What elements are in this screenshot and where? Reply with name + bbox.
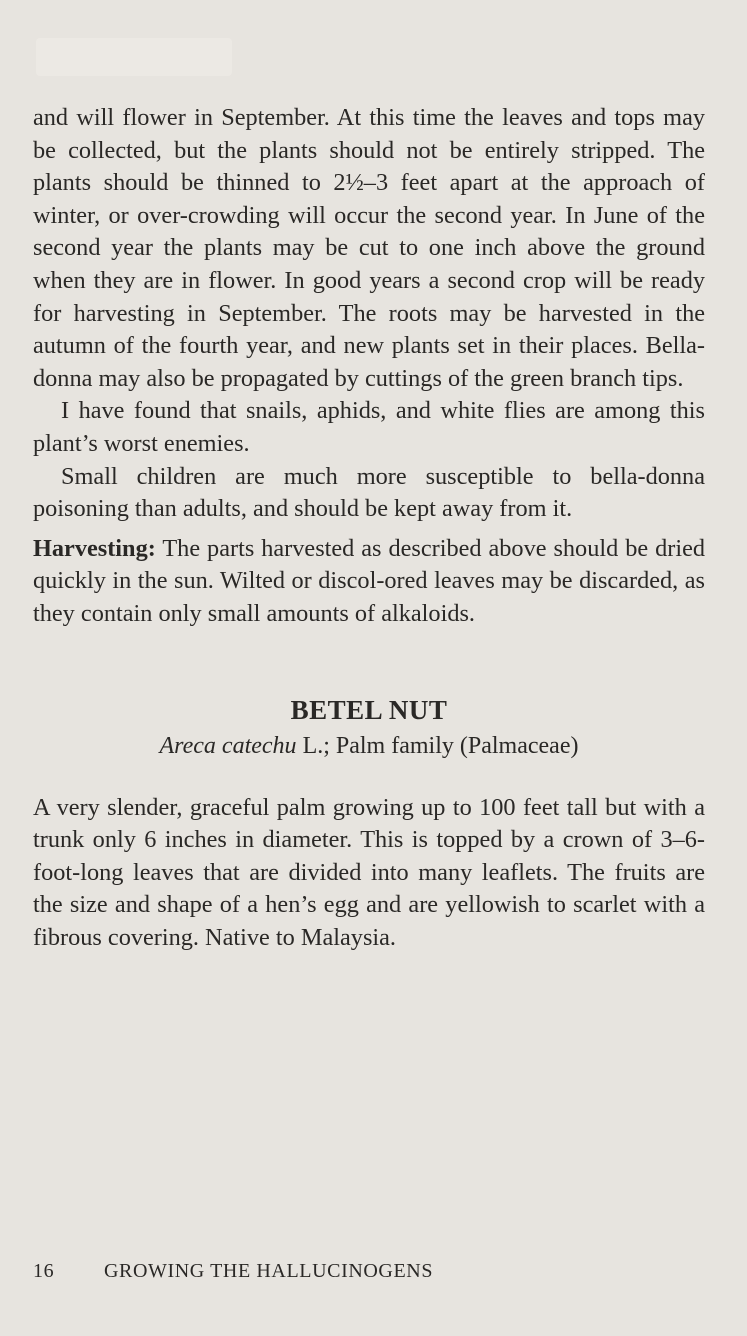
paragraph-pests: I have found that snails, aphids, and white flies are among this plant’s worst enemies.: [33, 397, 705, 457]
family-name: L.; Palm family (Palmaceae): [302, 732, 579, 759]
entry-subtitle: [33, 730, 705, 762]
entry-description: A very slender, graceful palm growing up to 100 feet tall but with a trunk only 6 inches in diameter. This is topped by a crown of 3–6-foot-long leaves that are divided into many leaflets. The fruits are the size and shape of a hen’s egg and are yellowish to scarlet with a fibrous covering. Native to Malaysia.: [33, 793, 705, 951]
running-head: GROWING THE HALLUCINOGENS: [104, 1260, 434, 1282]
page-text-column: [33, 102, 705, 954]
page-number: 16: [33, 1260, 55, 1282]
latin-name: Areca catechu: [159, 732, 297, 759]
harvesting-label: Harvesting:: [33, 534, 156, 562]
paragraph-cultivation: and will flower in September. At this time the leaves and tops may be collected, but the plants should not be entirely stripped. The plants should be thinned to 2½–3 feet apart at the approach of winter, or over-crowding will occur the second year. In June of the second year the plants may be cut to one inch above the ground when they are in flower. In good years a second crop will be ready for harvesting in September. The roots may be harvested in the autumn of the fourth year, and new plants set in their places. Bella-donna may also be propagated by cuttings of the green branch tips.: [33, 104, 705, 392]
paragraph-children-warning: Small children are much more susceptible to bella-donna poisoning than adults, and should be kept away from it.: [33, 462, 705, 523]
paragraph-harvesting: [33, 533, 705, 631]
page-smudge: [36, 38, 232, 76]
page-footer: [33, 1260, 433, 1283]
harvesting-text: The parts harvested as described above should be dried quickly in the sun. Wilted or discol-ored leaves may be discarded, as they contain only small amounts of alkaloids.: [33, 534, 705, 627]
entry-title: BETEL NUT: [290, 694, 448, 725]
